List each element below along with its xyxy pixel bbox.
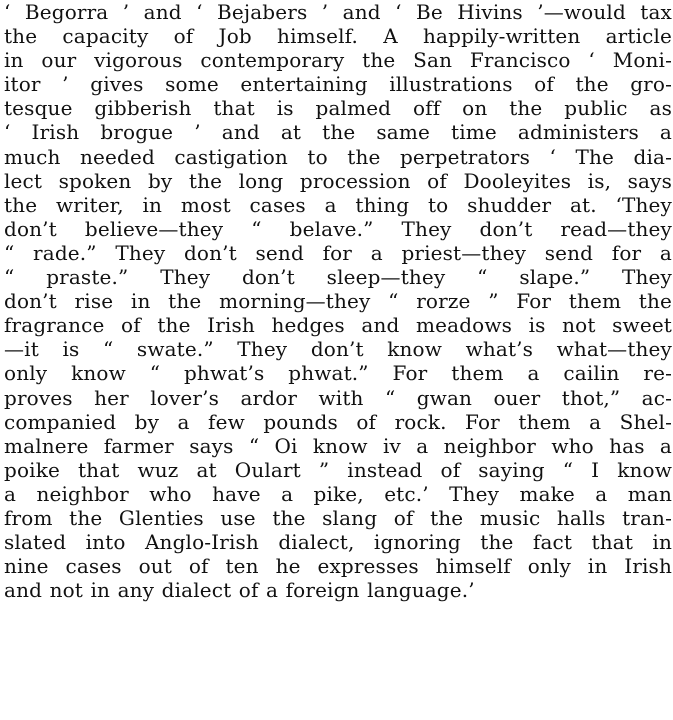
text-line: lect spoken by the long procession of Dooleyites is, says	[4, 168, 672, 193]
text-line: don’t believe—they “ belave.” They don’t read—they	[4, 216, 672, 241]
text-line: a neighbor who have a pike, etc.’ They make a man	[4, 481, 672, 506]
text-line: companied by a few pounds of rock. For them a Shel-	[4, 409, 672, 434]
text-line: ‘ Begorra ’ and ‘ Bejabers ’ and ‘ Be Hivins ’—would tax	[4, 0, 672, 24]
text-line: in our vigorous contemporary the San Francisco ‘ Moni-	[4, 48, 672, 73]
text-line: tesque gibberish that is palmed off on the public as	[4, 96, 672, 121]
text-line: from the Glenties use the slang of the music halls tran-	[4, 505, 672, 530]
text-line: itor ’ gives some entertaining illustrations of the gro-	[4, 72, 672, 97]
text-line: slated into Anglo-Irish dialect, ignoring the fact that in	[4, 530, 672, 555]
text-line: fragrance of the Irish hedges and meadows is not sweet	[4, 313, 672, 338]
text-line: and not in any dialect of a foreign language.’	[4, 578, 475, 603]
text-line: the capacity of Job himself. A happily-written article	[4, 24, 672, 49]
text-line: poike that wuz at Oulart ” instead of saying “ I know	[4, 457, 672, 482]
article-text	[4, 0, 672, 602]
text-line: “ praste.” They don’t sleep—they “ slape.” They	[4, 265, 672, 290]
text-line: only know “ phwat’s phwat.” For them a cailin re-	[4, 361, 672, 386]
text-line: “ rade.” They don’t send for a priest—they send for a	[4, 240, 672, 265]
text-line: —it is “ swate.” They don’t know what’s what—they	[4, 337, 672, 362]
text-line: the writer, in most cases a thing to shudder at. ‘They	[4, 192, 672, 217]
text-line: malnere farmer says “ Oi know iv a neighbor who has a	[4, 433, 672, 458]
text-line: proves her lover’s ardor with “ gwan ouer thot,” ac-	[4, 385, 672, 410]
text-line: much needed castigation to the perpetrators ‘ The dia-	[4, 144, 672, 169]
text-line: nine cases out of ten he expresses himself only in Irish	[4, 554, 672, 579]
text-line: don’t rise in the morning—they “ rorze ” For them the	[4, 289, 672, 314]
text-line: ‘ Irish brogue ’ and at the same time administers a	[4, 120, 672, 145]
